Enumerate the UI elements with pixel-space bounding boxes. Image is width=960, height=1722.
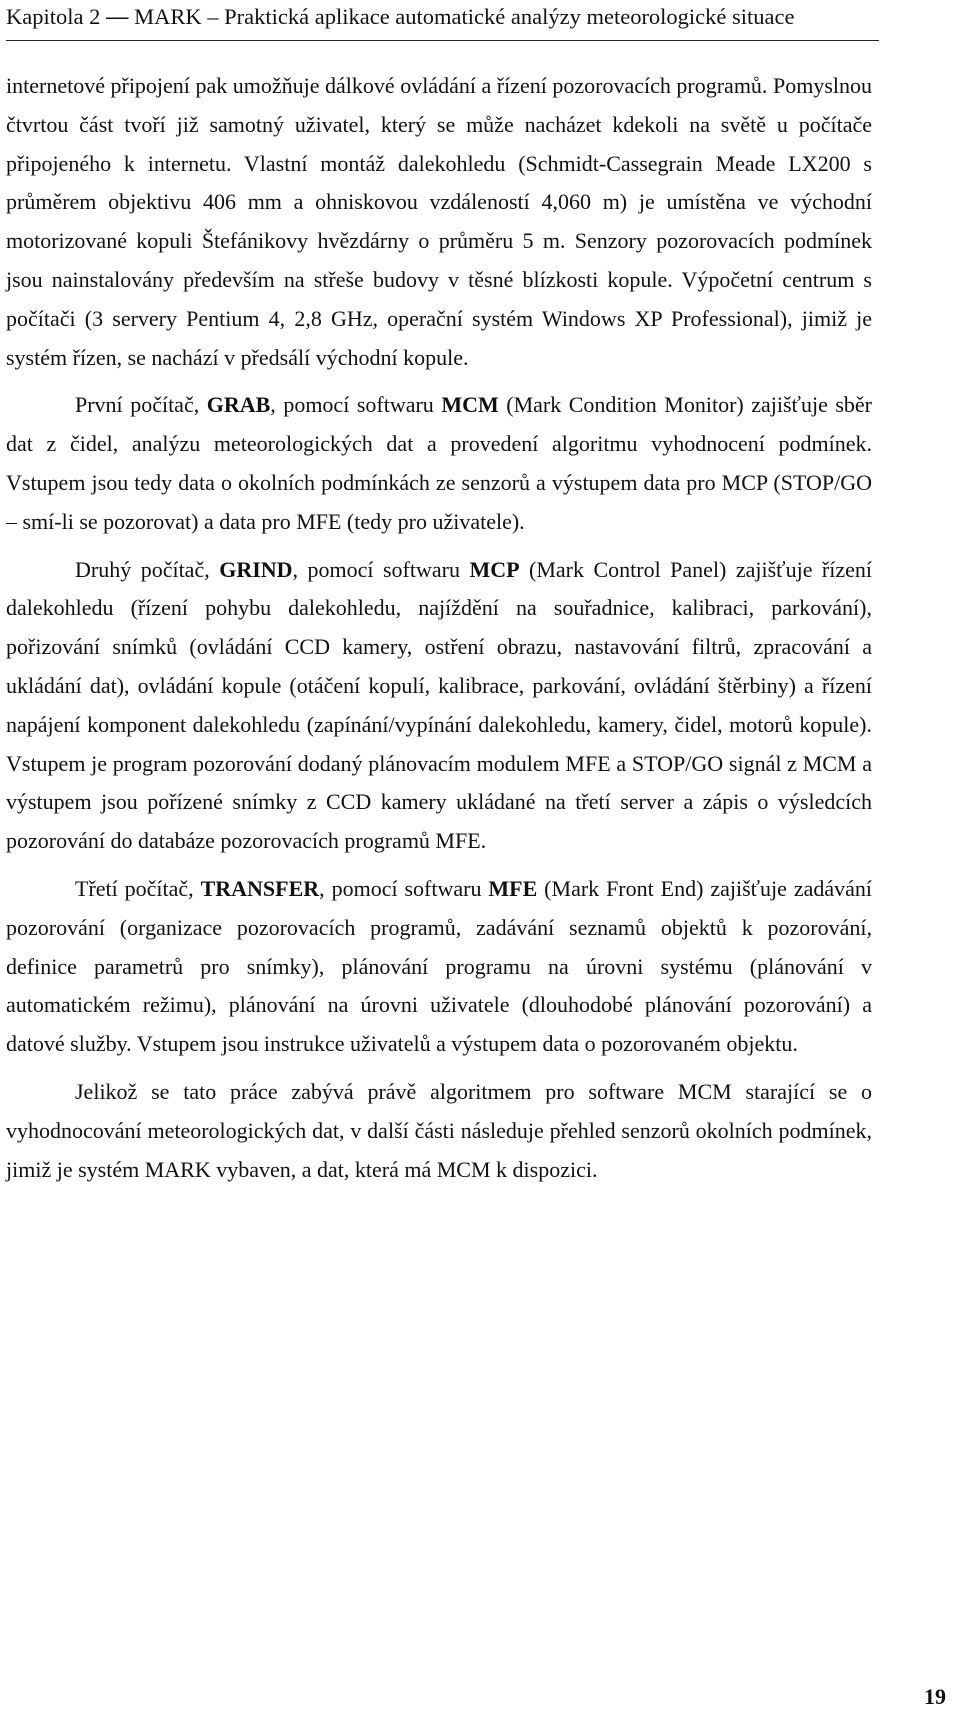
bold-term: GRIND bbox=[219, 556, 293, 582]
chapter-title: MARK – Praktická aplikace automatické analýzy meteorologické situace bbox=[134, 4, 795, 29]
text-run: (Mark Control Panel) zajišťuje řízení dalekohledu (řízení pohybu dalekohledu, najíždění na souřadnice, kalibraci, parkování), pořizování snímků (ovládání CCD kamery, ostření obrazu, nastavování filtrů, zpracování a ukládání dat), ovládání kopule (otáčení kopulí, kalibrace, parkování, ovládání štěrbiny) a řízení napájení komponent dalekohledu (zapínání/vypínání dalekohledu, kamery, čidel, motorů kopule). Vstupem je program pozorování dodaný plánovacím modulem MFE a STOP/GO signál z MCM a výstupem jsou pořízené snímky z CCD kamery ukládané na třetí server a zápis o výsledcích pozorování do databáze pozorovacích programů MFE. bbox=[6, 556, 873, 854]
text-run: (Mark Front End) zajišťuje zadávání pozorování (organizace pozorovacích programů, zadávání seznamů objektů k pozorování, definice parametrů pro snímky), plánování programu na úrovni systému (plánování v automatickém režimu), plánování na úrovni uživatele (dlouhodobé plánování pozorování) a datové služby. Vstupem jsou instrukce uživatelů a výstupem data o pozorovaném objektu. bbox=[6, 875, 872, 1057]
paragraph bbox=[6, 1073, 872, 1189]
chapter-label: Kapitola 2 bbox=[6, 4, 101, 29]
paragraph bbox=[6, 67, 872, 377]
text-run: Jelikož se tato práce zabývá právě algoritmem pro software MCM starající se o vyhodnocování meteorologických dat, v další části následuje přehled senzorů okolních podmínek, jimiž je systém MARK vybaven, a dat, která má MCM k dispozici. bbox=[6, 1078, 872, 1182]
bold-term: MCM bbox=[441, 392, 499, 418]
text-run: Druhý počítač, bbox=[75, 556, 220, 582]
page-header bbox=[6, 3, 878, 31]
paragraph bbox=[6, 551, 872, 861]
header-dash: ⎯⎯ bbox=[105, 4, 129, 29]
bold-term: MCP bbox=[469, 556, 520, 582]
paragraph bbox=[6, 386, 872, 541]
bold-term: TRANSFER bbox=[200, 875, 320, 901]
text-run: , pomocí softwaru bbox=[319, 875, 489, 901]
bold-term: GRAB bbox=[206, 392, 271, 418]
text-run: Třetí počítač, bbox=[75, 875, 201, 901]
bold-term: MFE bbox=[488, 875, 538, 901]
paragraph bbox=[6, 870, 872, 1064]
text-run: , pomocí softwaru bbox=[292, 556, 470, 582]
text-run: První počítač, bbox=[75, 392, 207, 418]
page-number: 19 bbox=[924, 1684, 946, 1709]
text-run: internetové připojení pak umožňuje dálkové ovládání a řízení pozorovacích programů. Pomyslnou čtvrtou část tvoří již samotný uživatel, který se může nacházet kdekoli na světě u počítače připojeného k internetu. Vlastní montáž dalekohledu (Schmidt-Cassegrain Meade LX200 s průměrem objektivu 406 mm a ohniskovou vzdáleností 4,060 m) je umístěna ve východní motorizované kopuli Štefánikovy hvězdárny o průměru 5 m. Senzory pozorovacích podmínek jsou nainstalovány především na střeše budovy v těsné blízkosti kopule. Výpočetní centrum s počítači (3 servery Pentium 4, 2,8 GHz, operační systém Windows XP Professional), jimiž je systém řízen, se nachází v předsálí východní kopule. bbox=[6, 73, 872, 370]
text-run: , pomocí softwaru bbox=[270, 392, 442, 418]
body-text bbox=[6, 67, 872, 1189]
header-rule bbox=[6, 40, 879, 41]
text-run: (Mark Condition Monitor) zajišťuje sběr dat z čidel, analýzu meteorologických dat a provedení algoritmu vyhodnocení podmínek. Vstupem jsou tedy data o okolních podmínkách ze senzorů a výstupem data pro MCP (STOP/GO ⎯ smí-li se pozorovat) a data pro MFE (tedy pro uživatele). bbox=[6, 392, 873, 534]
